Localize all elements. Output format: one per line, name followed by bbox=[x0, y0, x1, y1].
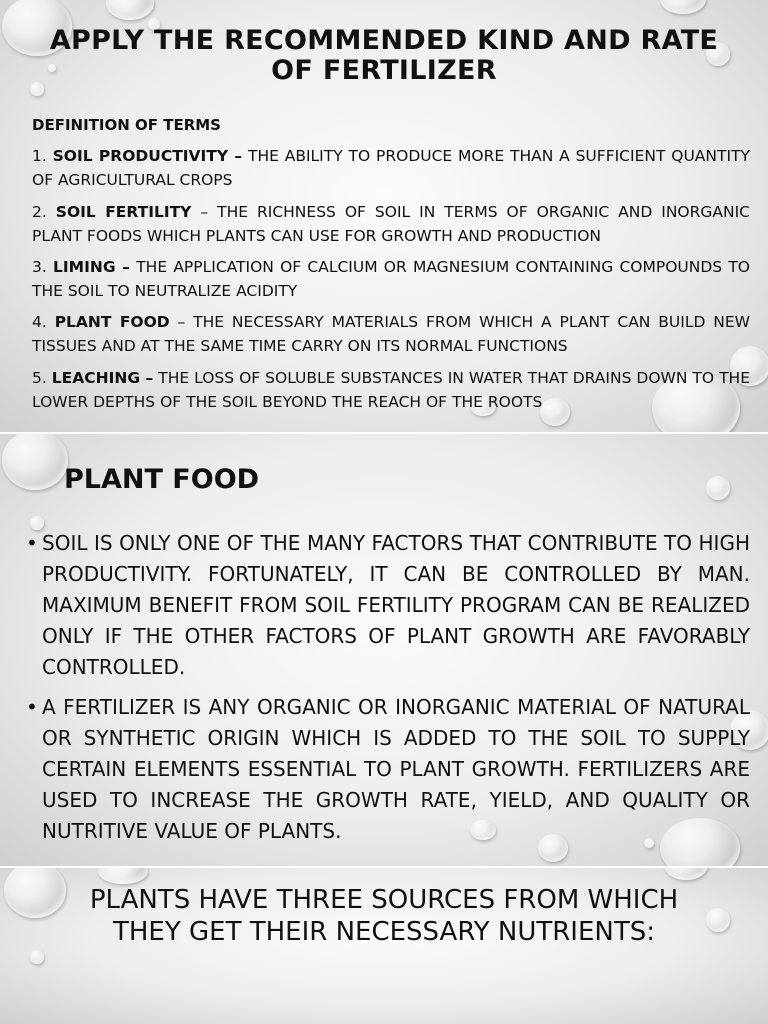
term-soil-fertility: 2. SOIL FERTILITY – THE RICHNESS OF SOIL IN TERMS OF ORGANIC AND INORGANIC PLANT FOODS WHICH PLANTS CAN USE FOR GROWTH AND PRODUCTION bbox=[32, 203, 750, 245]
bullet-marker: • bbox=[26, 531, 38, 555]
water-drop-decoration bbox=[2, 434, 68, 490]
definition-heading: DEFINITION OF TERMS bbox=[32, 116, 221, 134]
water-drop-decoration bbox=[30, 950, 44, 964]
slide-title: APPLY THE RECOMMENDED KIND AND RATE OF FERTILIZER bbox=[49, 25, 719, 86]
slide-title: PLANTS HAVE THREE SOURCES FROM WHICH THEY GET THEIR NECESSARY NUTRIENTS: bbox=[89, 885, 679, 947]
water-drop-decoration bbox=[4, 868, 66, 918]
slide-title: PLANT FOOD bbox=[64, 464, 260, 495]
term-soil-productivity: 1. SOIL PRODUCTIVITY – THE ABILITY TO PRODUCE MORE THAN A SUFFICIENT QUANTITY OF AGRICULTURAL CROPS bbox=[32, 147, 750, 189]
bullet-soil-productivity: SOIL IS ONLY ONE OF THE MANY FACTORS THAT CONTRIBUTE TO HIGH PRODUCTIVITY. FORTUNATELY, IT CAN BE CONTROLLED BY MAN. MAXIMUM BENEFIT FROM SOIL FERTILITY PROGRAM CAN BE REALIZED ONLY IF THE OTHER FACTORS OF PLANT GROWTH ARE FAVORABLY CONTROLLED. bbox=[42, 531, 750, 679]
slide-nutrient-sources bbox=[0, 868, 768, 1024]
water-drop-decoration bbox=[706, 908, 730, 932]
water-drop-decoration bbox=[98, 868, 148, 884]
term-liming: 3. LIMING – THE APPLICATION OF CALCIUM OR MAGNESIUM CONTAINING COMPOUNDS TO THE SOIL TO NEUTRALIZE ACIDITY bbox=[32, 258, 750, 300]
bullet-fertilizer-definition: A FERTILIZER IS ANY ORGANIC OR INORGANIC MATERIAL OF NATURAL OR SYNTHETIC ORIGIN WHICH IS ADDED TO THE SOIL TO SUPPLY CERTAIN ELEMENTS ESSENTIAL TO PLANT GROWTH. FERTILIZERS ARE USED TO INCREASE THE GROWTH RATE, YIELD, AND QUALITY OR NUTRITIVE VALUE OF PLANTS. bbox=[42, 695, 750, 843]
bullet-marker: • bbox=[26, 695, 38, 719]
water-drop-decoration bbox=[660, 0, 706, 14]
slide-plant-food bbox=[0, 434, 768, 866]
water-drop-decoration bbox=[664, 868, 708, 880]
water-drop-decoration bbox=[106, 0, 154, 20]
slide-definition-of-terms bbox=[0, 0, 768, 432]
term-leaching: 5. LEACHING – THE LOSS OF SOLUBLE SUBSTANCES IN WATER THAT DRAINS DOWN TO THE LOWER DEPTHS OF THE SOIL BEYOND THE REACH OF THE ROOTS bbox=[32, 369, 750, 411]
water-drop-decoration bbox=[706, 476, 730, 500]
term-plant-food: 4. PLANT FOOD – THE NECESSARY MATERIALS FROM WHICH A PLANT CAN BUILD NEW TISSUES AND AT THE SAME TIME CARRY ON ITS NORMAL FUNCTIONS bbox=[32, 313, 750, 355]
